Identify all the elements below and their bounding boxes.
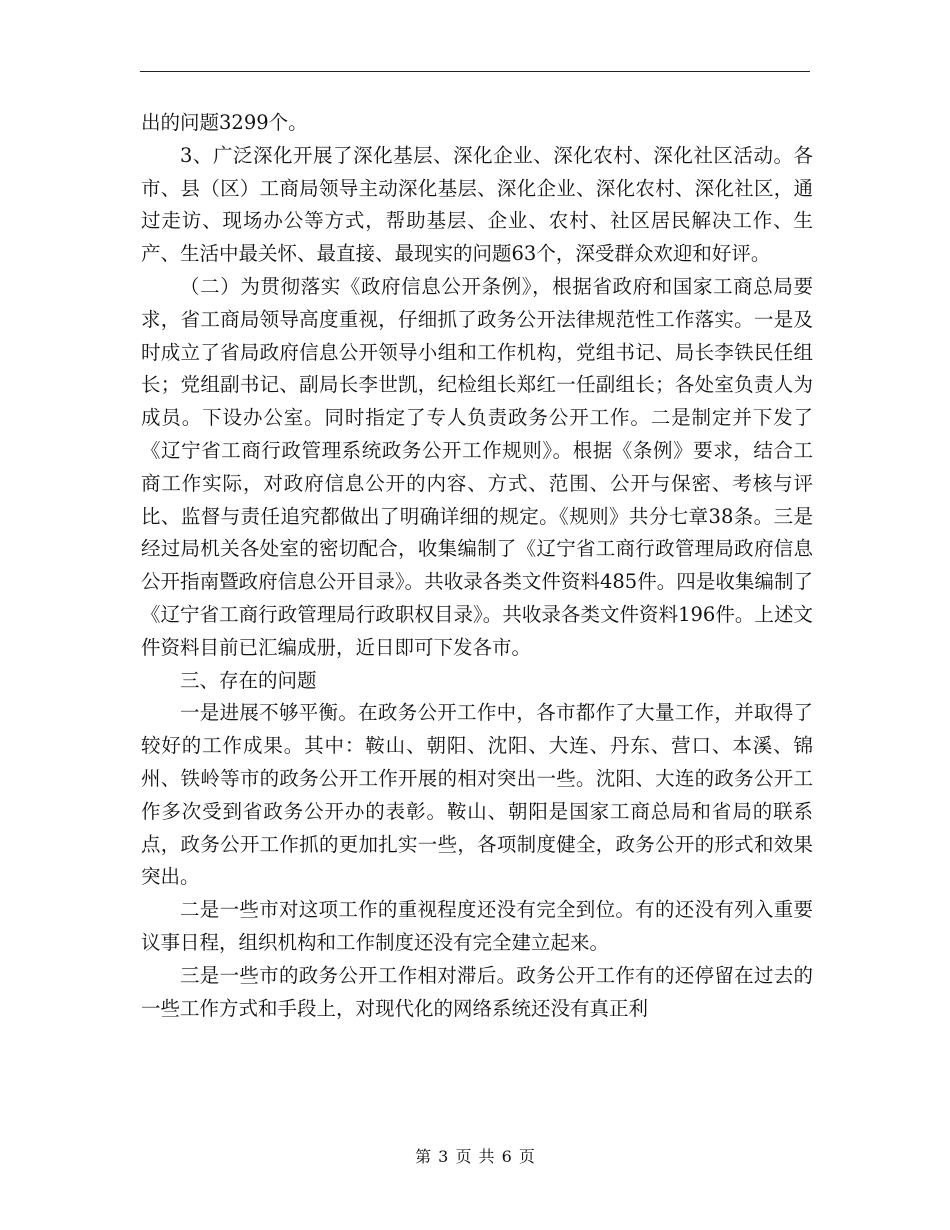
paragraph-problem-1: 一是进展不够平衡。在政务公开工作中，各市都作了大量工作，并取得了较好的工作成果。其中：鞍山、朝阳、沈阳、大连、丹东、营口、本溪、锦州、铁岭等市的政务公开工作开展的相对突出一些。沈阳、大连的政务公开工作多次受到省政务公开办的表彰。鞍山、朝阳是国家工商总局和省局的联系点，政务公开工作抓的更加扎实一些，各项制度健全，政务公开的形式和效果突出。: [141, 701, 813, 889]
header-rule: [140, 71, 810, 72]
paragraph-section-2: （二）为贯彻落实《政府信息公开条例》，根据省政府和国家工商总局要求，省工商局领导高度重视，仔细抓了政务公开法律规范性工作落实。一是及时成立了省局政府信息公开领导小组和工作机构，党组书记、局长李铁民任组长；党组副书记、副局长李世凯，纪检组长郑红一任副组长；各处室负责人为成员。下设办公室。同时指定了专人负责政务公开工作。二是制定并下发了《辽宁省工商行政管理系统政务公开工作规则》。根据《条例》要求，结合工商工作实际，对政府信息公开的内容、方式、范围、公开与保密、考核与评比、监督与责任追究都做出了明确详细的规定。《规则》共分七章38条。三是经过局机关各处室的密切配合，收集编制了《辽宁省工商行政管理局政府信息公开指南暨政府信息公开目录》。共收录各类文件资料485件。四是收集编制了《辽宁省工商行政管理局行政职权目录》。共收录各类文件资料196件。上述文件资料目前已汇编成册，近日即可下发各市。: [141, 274, 813, 659]
body-text: [141, 107, 813, 1025]
page-footer: 第 3 页 共 6 页: [415, 1147, 535, 1166]
paragraph-problem-2: 二是一些市对这项工作的重视程度还没有完全到位。有的还没有列入重要议事日程，组织机构和工作制度还没有完全建立起来。: [141, 898, 813, 954]
paragraph-item-3: 3、广泛深化开展了深化基层、深化企业、深化农村、深化社区活动。各市、县（区）工商局领导主动深化基层、深化企业、深化农村、深化社区，通过走访、现场办公等方式，帮助基层、企业、农村、社区居民解决工作、生产、生活中最关怀、最直接、最现实的问题63个，深受群众欢迎和好评。: [141, 143, 813, 266]
paragraph-continuation: 出的问题3299个。: [141, 111, 308, 134]
section-heading-problems: 三、存在的问题: [180, 668, 317, 692]
paragraph-problem-3: 三是一些市的政务公开工作相对滞后。政务公开工作有的还停留在过去的一些工作方式和手段上，对现代化的网络系统还没有真正利: [141, 963, 813, 1020]
